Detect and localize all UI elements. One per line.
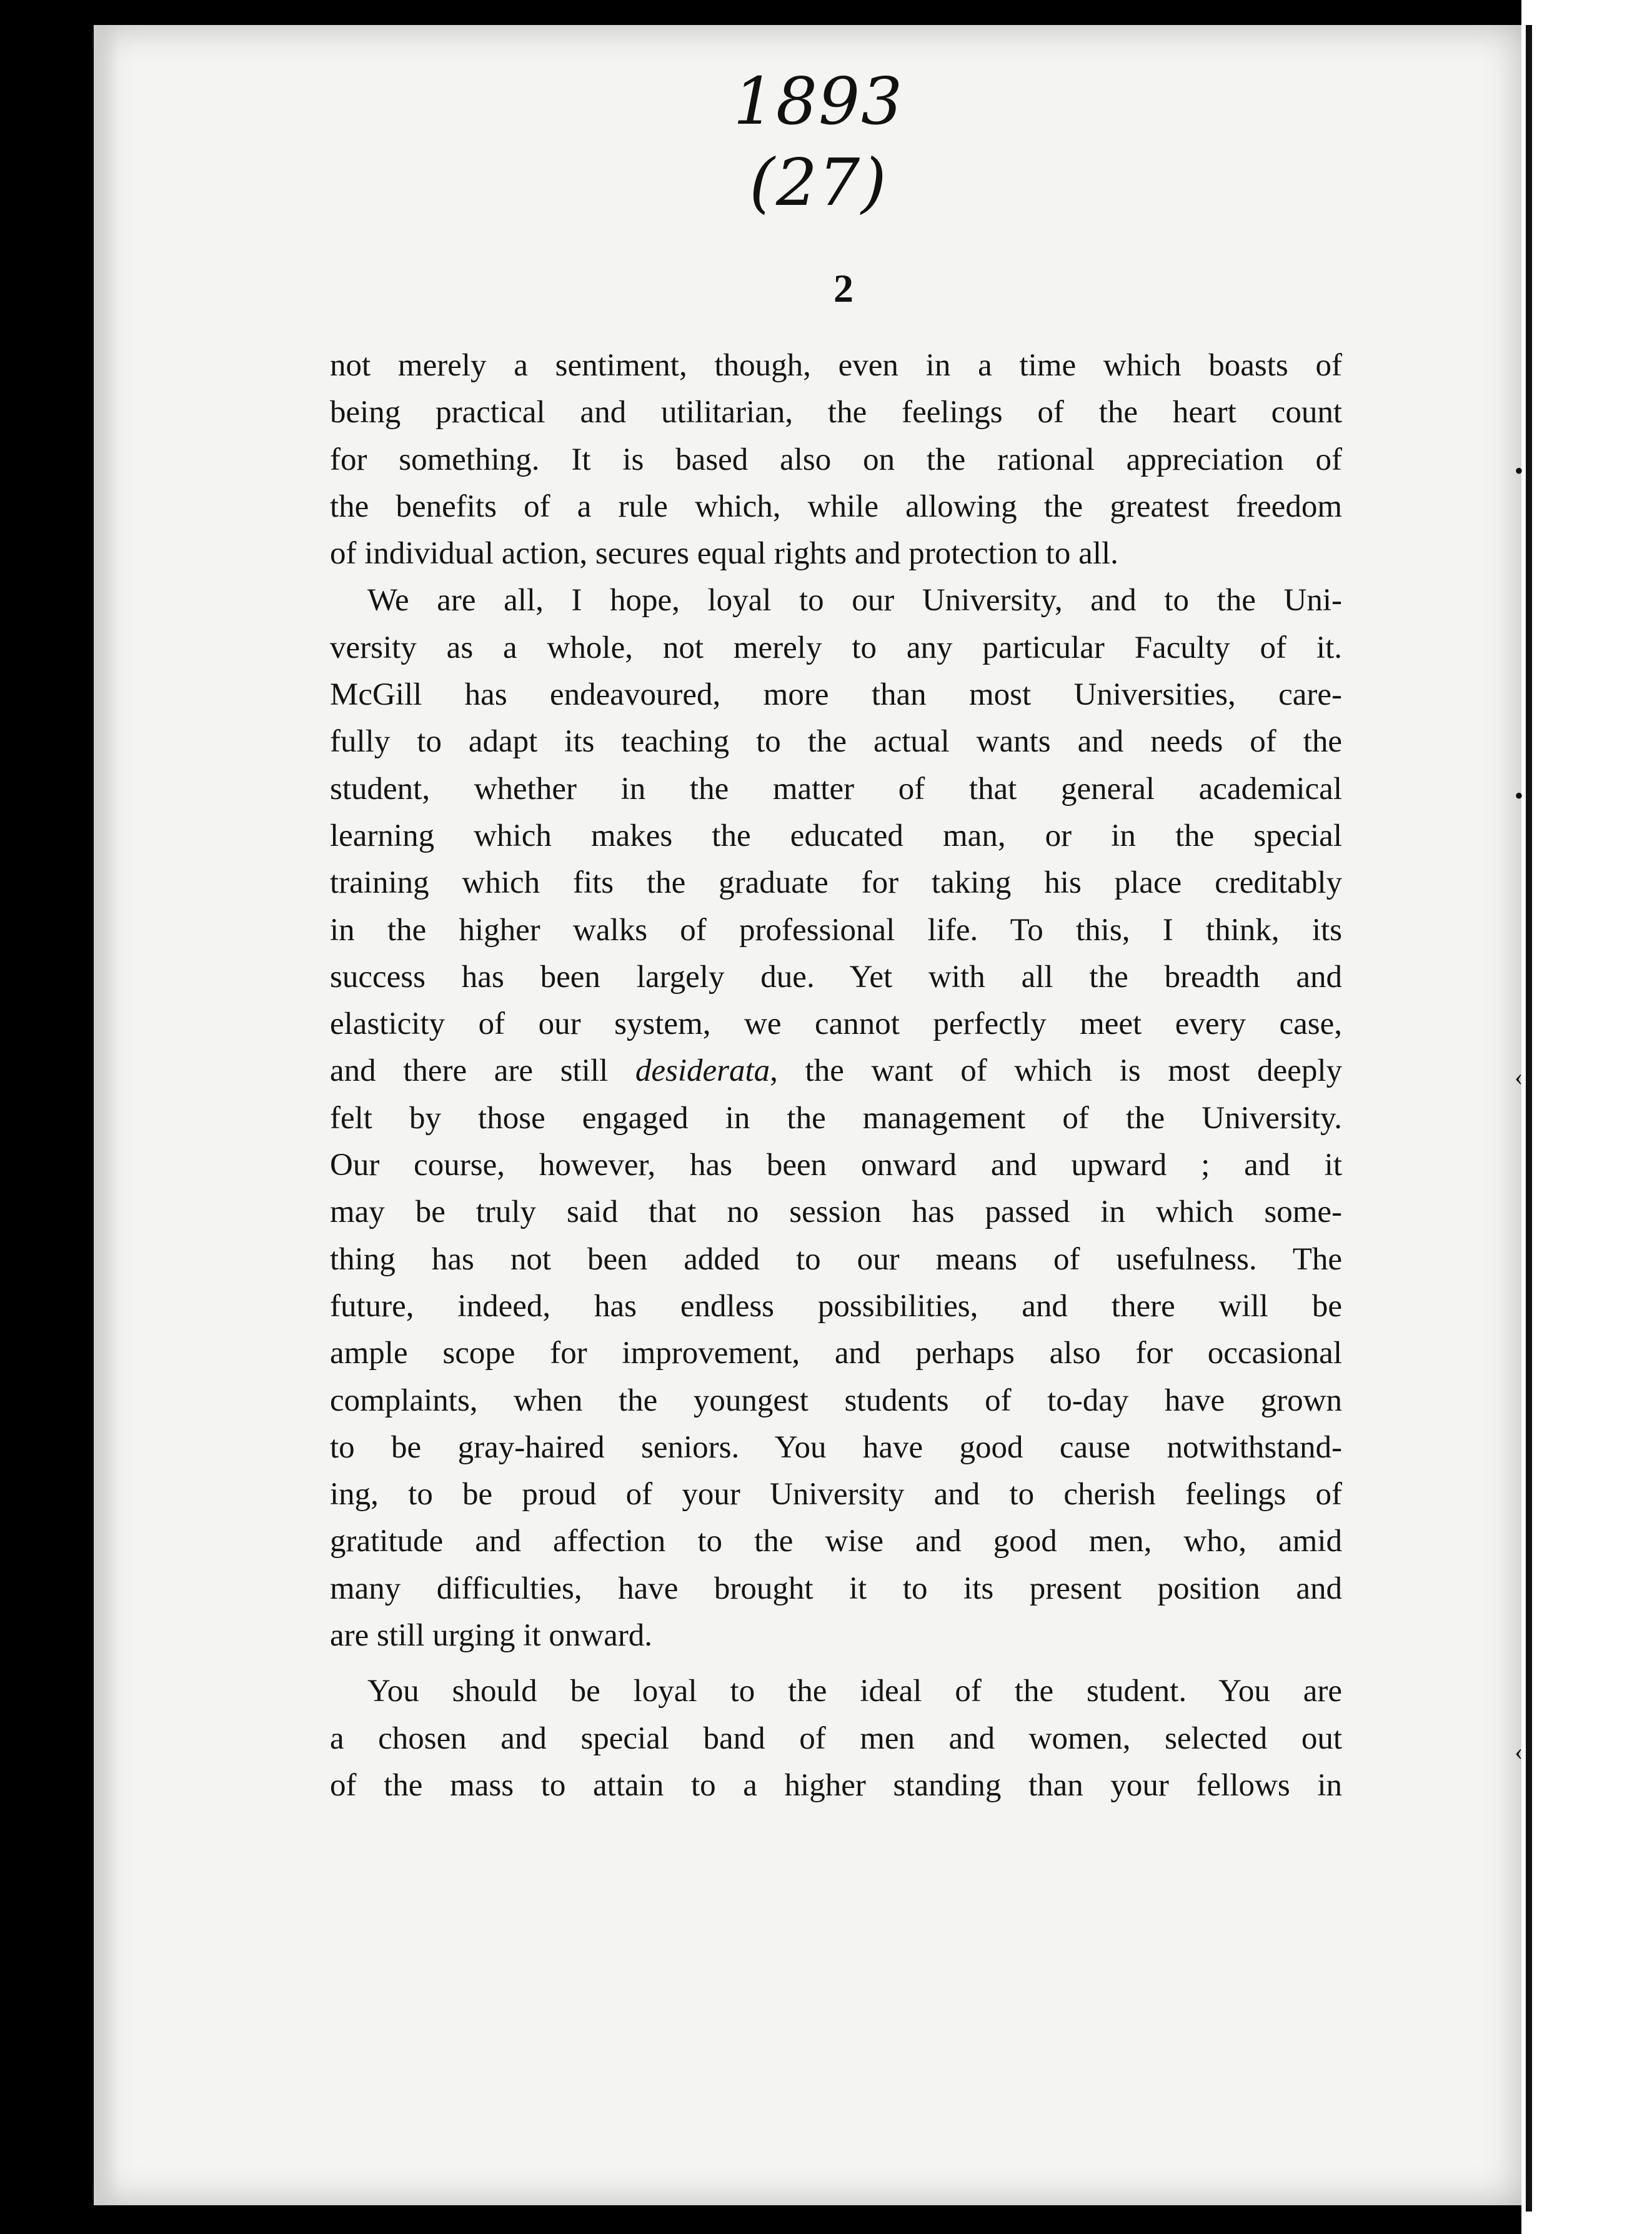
text-line: You should be loyal to the ideal of the student. You are bbox=[367, 1674, 1342, 1709]
text-line: of individual action, secures equal rights and protection to all. bbox=[330, 536, 1118, 572]
text-line: training which fits the graduate for taking his place creditably bbox=[330, 865, 1342, 901]
text-line: learning which makes the educated man, or in the special bbox=[330, 818, 1342, 853]
text-line: of the mass to attain to a higher standing than your fellows in bbox=[330, 1767, 1342, 1803]
text-line: a chosen and special band of men and women, selected out bbox=[330, 1720, 1342, 1756]
paragraph-1 bbox=[330, 342, 1342, 577]
body-text bbox=[330, 342, 1342, 1809]
text-line: versity as a whole, not merely to any particular Faculty of it. bbox=[330, 630, 1342, 665]
text-line: future, indeed, has endless possibilities, and there will be bbox=[330, 1288, 1342, 1324]
text-line: fully to adapt its teaching to the actual wants and needs of the bbox=[330, 724, 1342, 760]
edge-mark: • bbox=[1515, 782, 1524, 810]
paragraph-3 bbox=[330, 1668, 1342, 1809]
edge-mark: • bbox=[1515, 457, 1524, 485]
page-shadow bbox=[94, 25, 119, 2205]
scan-margin bbox=[1521, 0, 1652, 2234]
text-line-with-emphasis bbox=[330, 1048, 1342, 1095]
text-line: felt by those engaged in the management of the University. bbox=[330, 1100, 1342, 1136]
text-segment: and there are still bbox=[330, 1053, 635, 1089]
page-number: 2 bbox=[833, 266, 853, 310]
text-line: elasticity of our system, we cannot perfectly meet every case, bbox=[330, 1006, 1342, 1042]
text-line: complaints, when the youngest students of to-day have grown bbox=[330, 1383, 1342, 1418]
text-line: not merely a sentiment, though, even in a time which boasts of bbox=[330, 348, 1342, 383]
paragraph-gap bbox=[330, 1659, 1342, 1668]
text-line: being practical and utilitarian, the feelings of the heart count bbox=[330, 395, 1342, 430]
text-line: may be truly said that no session has passed in which some- bbox=[330, 1194, 1342, 1230]
text-line: the benefits of a rule which, while allowing the greatest freedom bbox=[330, 489, 1342, 524]
paragraph-2 bbox=[330, 577, 1342, 1659]
binding-edge bbox=[1526, 25, 1532, 2212]
text-line: success has been largely due. Yet with all the breadth and bbox=[330, 959, 1342, 995]
text-line: student, whether in the matter of that general academical bbox=[330, 771, 1342, 807]
text-line: ample scope for improvement, and perhaps also for occasional bbox=[330, 1336, 1342, 1371]
edge-mark: ‹ bbox=[1515, 1063, 1523, 1091]
handwritten-year: 1893 bbox=[733, 63, 904, 139]
handwritten-number: (27) bbox=[749, 144, 888, 221]
italic-term: desiderata bbox=[635, 1053, 770, 1089]
text-line: to be gray-haired seniors. You have good cause notwithstand- bbox=[330, 1429, 1342, 1465]
text-line: are still urging it onward. bbox=[330, 1618, 653, 1654]
text-line: Our course, however, has been onward and upward ; and it bbox=[330, 1148, 1342, 1183]
text-line: ing, to be proud of your University and to cherish feelings of bbox=[330, 1477, 1342, 1512]
text-segment: , the want of which is most deeply bbox=[770, 1053, 1342, 1089]
text-line: McGill has endeavoured, more than most Universities, care- bbox=[330, 677, 1342, 713]
text-line: for something. It is based also on the rational appreciation of bbox=[330, 442, 1342, 477]
text-line: We are all, I hope, loyal to our University, and to the Uni- bbox=[367, 583, 1342, 618]
text-line: many difficulties, have brought it to its present position and bbox=[330, 1571, 1342, 1606]
text-line: gratitude and affection to the wise and good men, who, amid bbox=[330, 1524, 1342, 1559]
edge-mark: ‹ bbox=[1515, 1737, 1523, 1765]
text-line: in the higher walks of professional life. To this, I think, its bbox=[330, 912, 1342, 948]
text-line: thing has not been added to our means of usefulness. The bbox=[330, 1241, 1342, 1277]
